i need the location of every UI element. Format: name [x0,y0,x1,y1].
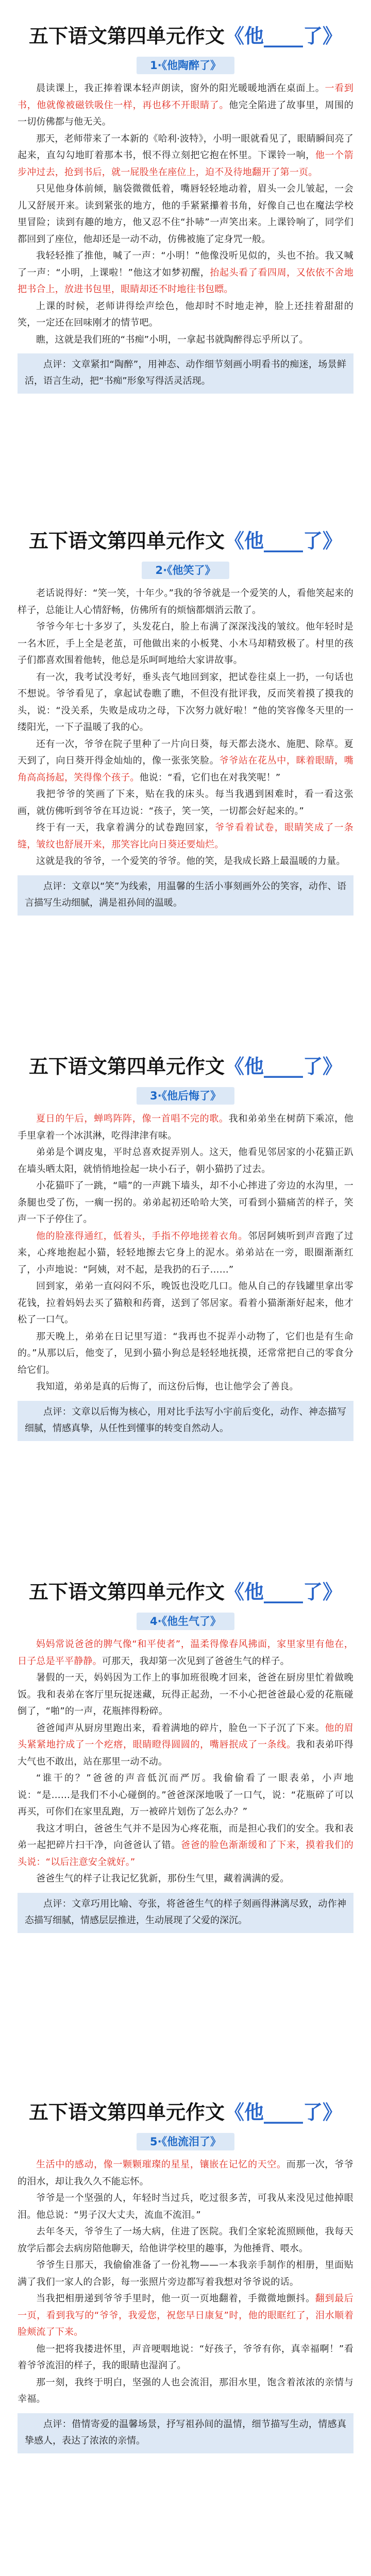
text-run: 上课的时候，老师讲得绘声绘色，他却时不时地走神，脸上还挂着甜甜的笑，一定还在回味刚才的情节吧。 [18,300,353,328]
highlighted-sentence: 一看到书，他就像被磁铁吸住一样，再也移不开眼睛了。 [18,83,353,111]
text-run: 而那一次，爷爷的泪水，却让我久久不能忘怀。 [18,2159,353,2187]
essay-paragraph [18,1379,353,1396]
essay-paragraph [18,1111,353,1144]
essay-paragraph [18,1821,353,1871]
text-run: 那一刻，我终于明白，坚强的人也会流泪，那泪水里，饱含着浓浓的亲情与幸福。 [18,2377,353,2404]
text-run: 我和弟弟坐在树荫下乘凉，他手里拿着一个冰淇淋，吃得津津有味。 [18,1113,353,1141]
essay-paragraph [18,1670,353,1720]
text-run: 我这才明白，爸爸生气并不是因为心疼花瓶，而是担心我们的安全。我和表弟一起把碎片扫干净，向爸爸认了错。 [18,1823,353,1851]
highlighted-sentence: 他一个箭步冲过去，抢到书后，就一屁股坐在座位上，迫不及待地翻开了第一页。 [18,150,353,178]
essay-paragraph [18,2224,353,2257]
essay-paragraph [18,131,353,181]
heading-prefix: 五下语文第四单元作文 [28,2101,225,2124]
essay-paragraph [18,786,353,820]
section-heading [18,505,353,554]
text-run: 有一次，我考试没考好，垂头丧气地回到家，把试卷往桌上一扔，一句话也不想说。爷爷看见了，拿起试卷瞧了瞧，不但没有批评我，反而笑着摸了摸我的头，说：“没关系，失败是成功之母，下次努力就好啦！”他的笑容像冬天里的一缕阳光，一下子温暖了我的心。 [18,671,353,733]
text-run: 爸爸生气的样子让我记忆犹新，那份生气里，藏着满满的爱。 [36,1873,290,1884]
essay-paragraph [18,332,353,349]
text-run: 小花猫吓了一跳，“喵”的一声跳下墙头，却不小心摔进了旁边的水沟里，一条腿也受了伤，一瘸一拐的。弟弟起初还哈哈大笑，可看到小猫痛苦的样子，笑声一下子停住了。 [18,1180,353,1225]
text-run: 邻居阿姨听到声音跑了过来，心疼地抱起小猫，轻轻地擦去它身上的泥水。弟弟站在一旁，眼圈渐渐红了，小声地说：“阿姨，对不起，是我扔的石子……” [18,1230,353,1275]
essay-comment: 点评：借情寄爱的温馨场景，抒写祖孙间的温情，细节描写生动，情感真挚感人，表达了浓浓的亲情。 [18,2413,353,2453]
text-run: 只见他身体前倾，脑袋微微低着，嘴唇轻轻地动着，眉头一会儿皱起，一会儿又舒展开来。读到紧张的地方，他的手紧紧攥着书角，好像自己也在魔法学校里冒险；读到有趣的地方，他又忍不住“扑哧”一声笑出来。上课铃响了，同学们都回到了座位，他却还是一动不动，仿佛被施了定身咒一般。 [18,183,353,245]
text-run: 那天晚上，弟弟在日记里写道：“我再也不捉弄小动物了，它们也是有生命的。”从那以后，他变了，见到小猫小狗总是轻轻地抚摸，还常常把自己的零食分给它们。 [18,1331,353,1376]
essay-paragraph [18,248,353,298]
essay-paragraph [18,853,353,870]
text-run: 我知道，弟弟是真的后悔了，而这份后悔，也让他学会了善良。 [36,1381,299,1392]
essay-comment: 点评：文章巧用比喻、夸张，将爸爸生气的样子刻画得淋漓尽致，动作神态描写细腻，情感层层推进，生动展现了父爱的深沉。 [18,1893,353,1933]
heading-prefix: 五下语文第四单元作文 [28,25,225,47]
text-run: 爷爷生日那天，我偷偷准备了一份礼物——一本我亲手制作的相册，里面贴满了我们一家人的合影，每一张照片旁边都写着我想对爷爷说的话。 [18,2260,353,2287]
essay-paragraph [18,1770,353,1821]
highlighted-sentence: 爸爸的脸色渐渐缓和了下来，摸着我们的头说：“以后注意安全就好。” [18,1840,353,1868]
essay-comment: 点评：文章以“笑”为线索，用温馨的生活小事刻画外公的笑容，动作、语言描写生动细腻，满是祖孙间的温暖。 [18,875,353,916]
text-run: 还有一次，爷爷在院子里种了一片向日葵，每天都去浇水、施肥、除草。夏天到了，向日葵开得金灿灿的，像一张张笑脸。 [18,738,353,766]
text-run: 我轻轻推了推他，喊了一声：“小明！”他像没听见似的，头也不抬。我又喊了一声：“小明，上课啦！”他这才如梦初醒， [18,250,353,278]
essay-subtitle [18,2133,353,2150]
text-run: 爷爷今年七十多岁了，头发花白，脸上布满了深深浅浅的皱纹。他年轻时是一名木匠，手上全是老茧，可他做出来的小板凳、小木马却精致极了。村里的孩子们都喜欢围着他转，他总是乐呵呵地给大家讲故事。 [18,621,353,666]
essay-subtitle-label: 3·《他后悔了》 [137,1087,234,1105]
essay-paragraph [18,2375,353,2408]
text-run: 去年冬天，爷爷生了一场大病，住进了医院。我们全家轮流照顾他，我每天放学后都会去病房陪他聊天，给他讲学校里的趣事，为他捶背、喂水。 [18,2226,353,2254]
essay-paragraph [18,80,353,131]
essay-section [18,505,353,1030]
essay-subtitle [18,1613,353,1630]
highlighted-sentence: 夏日的午后，蝉鸣阵阵，像一首唱不完的歌。 [36,1113,229,1124]
text-run: 那天，老师带来了一本新的《哈利·波特》，小明一眼就看见了，眼睛瞬间亮了起来，直勾勾地盯着那本书，恨不得立刻把它抱在怀里。下课铃一响， [18,133,353,161]
essay-paragraph [18,1228,353,1279]
essay-paragraph [18,736,353,787]
text-run: 瞧，这就是我们班的“书痴”小明，一拿起书就陶醉得忘乎所以了。 [36,334,309,345]
text-run: 回到家，弟弟一直闷闷不乐，晚饭也没吃几口。他从自己的存钱罐里拿出零花钱，拉着妈妈去买了猫粮和药膏，送到了邻居家。看着小猫渐渐好起来，他才松了一口气。 [18,1281,353,1325]
text-run: 终于有一天，我拿着满分的试卷跑回家， [36,822,215,833]
essay-paragraph [18,2190,353,2224]
essay-paragraph [18,1144,353,1178]
essay-paragraph [18,1178,353,1228]
heading-title: 《他____了》 [225,1055,343,1078]
section-heading [18,0,353,49]
essay-subtitle-label: 1·《他陶醉了》 [137,57,234,74]
essay-paragraph [18,1329,353,1379]
essay-paragraph [18,585,353,619]
text-run: 这就是我的爷爷，一个爱笑的爷爷。他的笑，是我成长路上最温暖的力量。 [36,856,346,867]
essay-paragraph [18,619,353,669]
essay-comment: 点评：文章以后悔为核心，用对比手法写小宇前后变化，动作、神态描写细腻，情感真挚，从任性到懂事的转变自然动人。 [18,1401,353,1441]
heading-title: 《他____了》 [225,530,343,552]
text-run: “谁干的？”爸爸的声音低沉而严厉。我偷偷看了一眼表弟，小声地说：“是……是我们不小心碰倒的。”爸爸深深地吸了一口气，说：“花瓶碎了可以再买，可你们在家里乱跑，万一被碎片划伤了怎么办？” [18,1773,353,1817]
essay-paragraph [18,1871,353,1888]
text-run: 我和表弟吓得大气也不敢出，站在那里一动不动。 [18,1739,353,1767]
essay-paragraph [18,2257,353,2291]
highlighted-sentence: 爷爷站在花丛中，眯着眼睛，嘴角高高扬起，笑得像个孩子。 [18,755,353,783]
section-heading [18,1556,353,1605]
heading-prefix: 五下语文第四单元作文 [28,1055,225,1078]
essay-paragraph [18,820,353,853]
essay-subtitle-label: 4·《他生气了》 [137,1613,234,1630]
essay-paragraph [18,1636,353,1670]
text-run: 爸爸闻声从厨房里跑出来，看着满地的碎片，脸色一下子沉了下来。 [36,1722,325,1734]
essay-paragraph [18,2341,353,2375]
heading-title: 《他____了》 [225,1581,343,1603]
text-run: 老话说得好：“笑一笑，十年少。”我的爷爷就是一个爱笑的人，看他笑起来的样子，总能让人心情舒畅，仿佛所有的烦恼都烟消云散了。 [18,588,353,616]
essay-section [18,0,353,505]
highlighted-sentence: 他的脸涨得通红，低着头，手指不停地搓着衣角。 [36,1230,248,1242]
text-run: 可那天，我却第一次见到了爸爸生气的样子。 [102,1655,290,1667]
heading-prefix: 五下语文第四单元作文 [28,1581,225,1603]
essay-paragraph [18,1720,353,1771]
essay-subtitle [18,57,353,74]
highlighted-sentence: 抬起头看了看四周，又依依不舍地把书合上，放进书包里，眼睛却还不时地往书包瞟。 [18,267,353,295]
essay-subtitle-label: 2·《他笑了》 [142,562,229,579]
essay-subtitle [18,562,353,579]
essay-paragraph [18,1278,353,1329]
essay-paragraph [18,298,353,332]
essay-subtitle [18,1087,353,1105]
essay-paragraph [18,2157,353,2190]
highlighted-sentence: 妈妈常说爸爸的脾气像“和平使者”，温柔得像春风拂面，家里家里有他在，日子总是平平静静。 [18,1639,353,1667]
text-run: 我把爷爷的笑画了下来，贴在我的床头。每当我遇到困难时，看一看这张画，就仿佛听到爷爷在耳边说：“孩子，笑一笑，一切都会好起来的。” [18,789,353,817]
heading-title: 《他____了》 [225,2101,343,2124]
text-run: 他一把将我搂进怀里，声音哽咽地说：“好孩子，爷爷有你，真幸福啊！”看着爷爷流泪的样子，我的眼睛也湿润了。 [18,2343,353,2371]
essay-comment: 点评：文章紧扣“陶醉”，用神态、动作细节刻画小明看书的痴迷，场景鲜活，语言生动，把“书痴”形象写得活灵活现。 [18,353,353,394]
essay-paragraph [18,669,353,736]
text-run: 弟弟是个调皮鬼，平时总喜欢捉弄别人。这天，他看见邻居家的小花猫正趴在墙头晒太阳，就悄悄地捡起一块小石子，朝小猫扔了过去。 [18,1147,353,1175]
heading-title: 《他____了》 [225,25,343,47]
heading-prefix: 五下语文第四单元作文 [28,530,225,552]
essay-subtitle-label: 5·《他流泪了》 [137,2133,234,2150]
text-run: 他说：“看，它们也在对我笑呢！” [139,772,281,783]
text-run: 暑假的一天，妈妈因为工作上的事加班很晚才回来，爸爸在厨房里忙着做晚饭。我和表弟在客厅里玩捉迷藏，玩得正起劲，一不小心把爸爸最心爱的花瓶碰倒了，“啪”的一声，花瓶摔得粉碎。 [18,1672,353,1717]
text-run: 他完全陷进了故事里，周围的一切仿佛都与他无关。 [18,99,353,127]
essay-section [18,1556,353,2076]
essay-paragraph [18,181,353,248]
highlighted-sentence: 生活中的感动，像一颗颗璀璨的星星，镶嵌在记忆的天空。 [36,2159,286,2170]
essay-section [18,2076,353,2576]
highlighted-sentence: 翻到最后一页，看到我写的“爷爷，我爱您，祝您早日康复”时，他的眼眶红了，泪水顺着脸颊流了下来。 [18,2293,353,2337]
text-run: 爷爷是一个坚强的人，年轻时当过兵，吃过很多苦，可我从来没见过他掉眼泪。他总说：“男子汉大丈夫，流血不流泪。” [18,2193,353,2221]
highlighted-sentence: 他的眉头紧紧地拧成了一个疙瘩，眼睛瞪得圆圆的，嘴唇抿成了一条线。 [18,1722,353,1750]
section-heading [18,2076,353,2126]
highlighted-sentence: 爷爷看着试卷，眼睛笑成了一条缝，皱纹也舒展开来，那笑容比向日葵还要灿烂。 [18,822,353,850]
text-run: 晨读课上，我正捧着课本轻声朗读，窗外的阳光暖暖地洒在桌面上。 [36,83,325,94]
text-run: 当我把相册递到爷爷手里时，他一页一页地翻着，手微微地颤抖。 [36,2293,315,2304]
section-heading [18,1030,353,1080]
essay-paragraph [18,2291,353,2341]
essay-section [18,1030,353,1556]
